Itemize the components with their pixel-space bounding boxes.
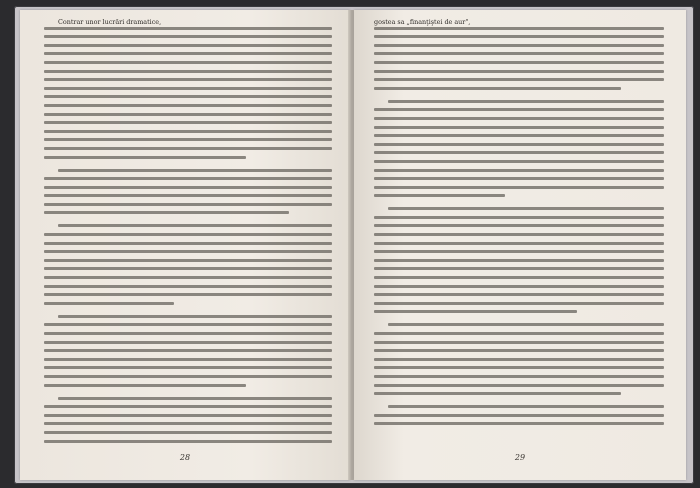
left-page-number: 28 xyxy=(179,453,191,462)
left-page-text xyxy=(44,18,332,448)
right-page-number: 29 xyxy=(514,453,526,462)
right-page xyxy=(354,10,686,480)
book-spread xyxy=(14,6,694,484)
right-page-opening: gostea sa „finanţiştei de aur", xyxy=(374,18,471,26)
left-page-opening: Contrar unor lucrări dramatice, xyxy=(58,18,162,26)
right-page-text xyxy=(374,18,664,431)
left-page xyxy=(20,10,350,480)
